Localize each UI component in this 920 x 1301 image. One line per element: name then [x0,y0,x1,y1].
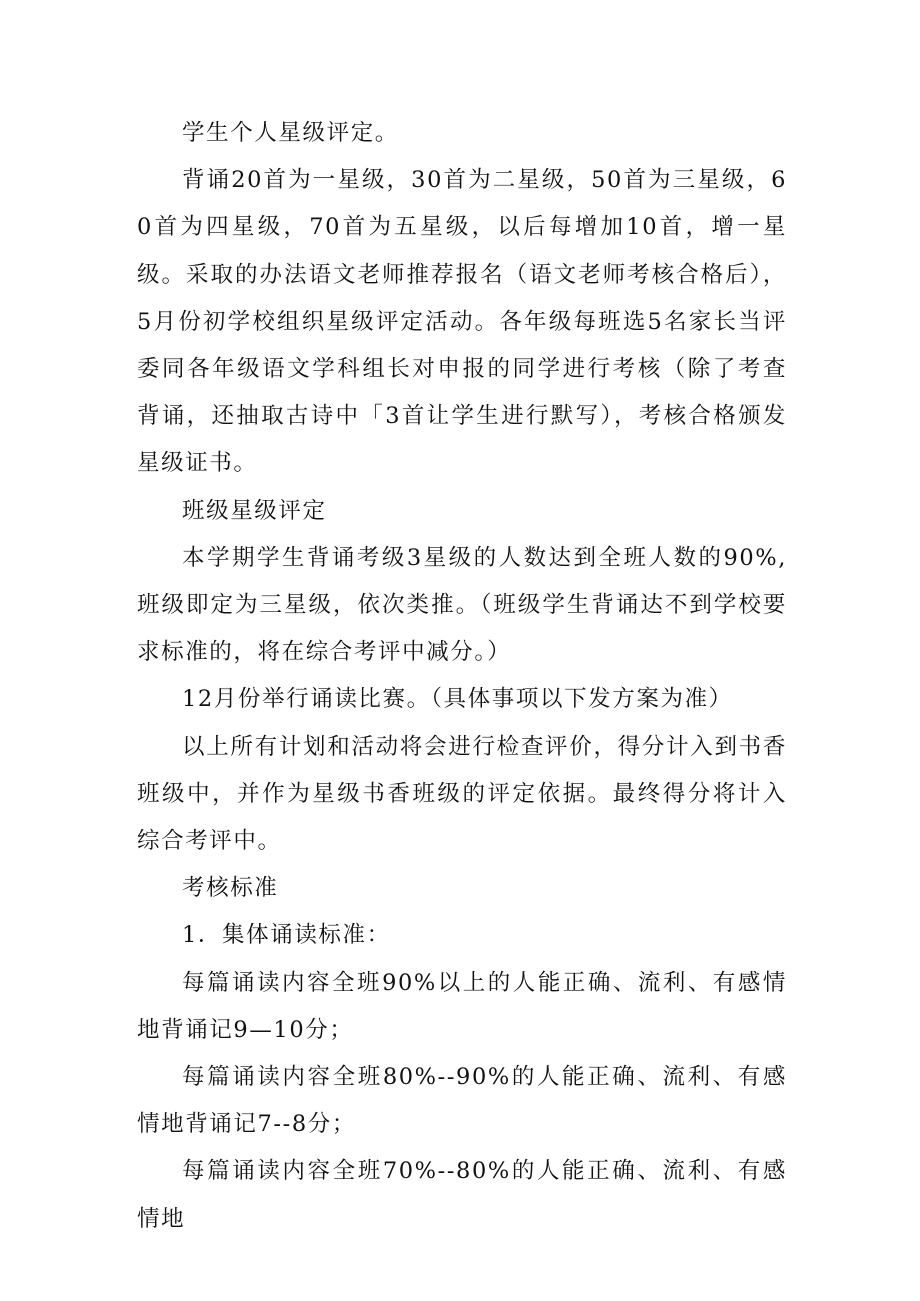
paragraph-heading-assessment-standards: 考核标准 [182,875,279,902]
paragraph-individual-rating-rules: 背诵20首为一星级，30首为二星级，50首为三星级，60首为四星级，70首为五星级，以后每增加10首，增一星级。采取的办法语文老师推荐报名（语文老师考核合格后），5月份初学校组织星级评定活动。各年级每班选5名家长当评委同各年级语文学科组长对申报的同学进行考核（除了考查背诵，还抽取古诗中「3首让学生进行默写），考核合格颁发星级证书。 [137,167,787,477]
paragraph-heading-individual-rating: 学生个人星级评定。 [182,120,399,146]
paragraph-recitation-contest: 12月份举行诵读比赛。（具体事项以下发方案为准） [182,686,733,713]
paragraph-standard-90-percent: 每篇诵读内容全班90%以上的人能正确、流利、有感情地背诵记9—10分； [137,969,787,1043]
paragraph-heading-class-rating: 班级星级评定 [182,497,327,524]
paragraph-class-rating-rules: 本学期学生背诵考级3星级的人数达到全班人数的90%,班级即定为三星级，依次类推。（班级学生背诵达不到学校要求标准的，将在综合考评中减分。） [137,544,787,666]
paragraph-standard-70-percent: 每篇诵读内容全班70%--80%的人能正确、流利、有感情地 [137,1158,787,1232]
paragraph-standard-80-percent: 每篇诵读内容全班80%--90%的人能正确、流利、有感情地背诵记7--8分； [137,1064,787,1138]
paragraph-evaluation-note: 以上所有计划和活动将会进行检查评价，得分计入到书香班级中，并作为星级书香班级的评定依据。最终得分将计入综合考评中。 [137,733,787,855]
document-body [137,110,787,1243]
paragraph-collective-reading-standard: 1．集体诵读标准： [182,922,391,949]
